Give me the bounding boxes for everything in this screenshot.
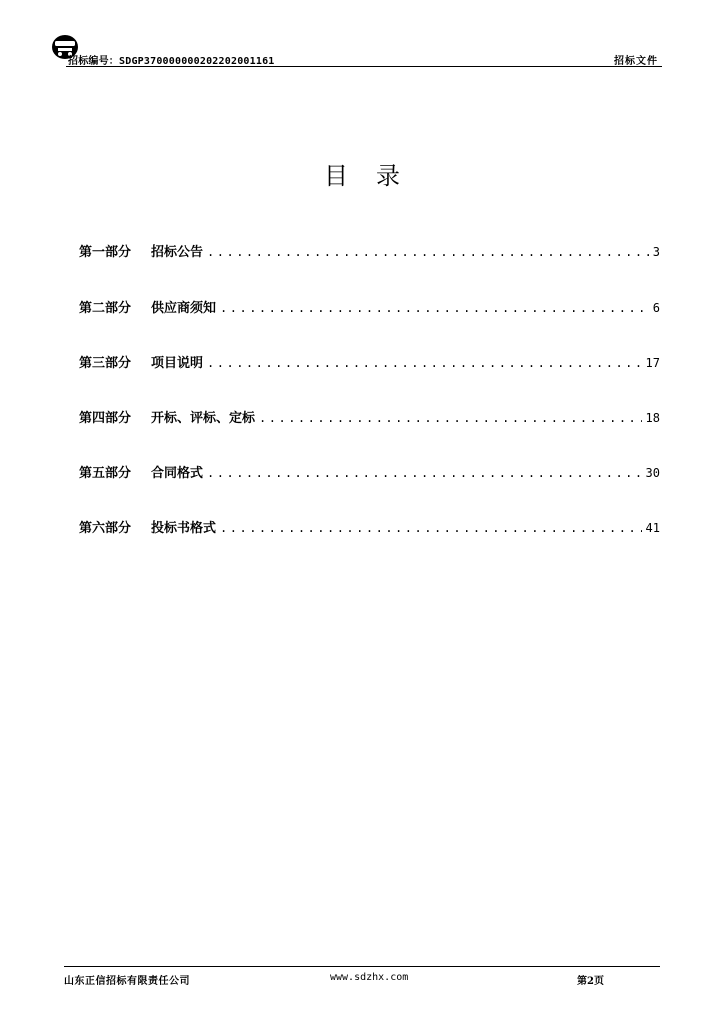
- toc-leader-dots: [207, 245, 649, 259]
- toc-entry[interactable]: [79, 352, 660, 372]
- toc-page-number: 30: [645, 466, 660, 480]
- company-website[interactable]: www.sdzhx.com: [330, 972, 409, 983]
- toc-title: 投标书格式: [151, 521, 217, 536]
- toc-part: 第二部分: [79, 301, 132, 316]
- page-header: [50, 30, 662, 68]
- toc-part: 第六部分: [79, 521, 132, 536]
- page-title: 目录: [324, 162, 428, 190]
- toc-entry[interactable]: [79, 407, 660, 427]
- toc-title: 供应商须知: [151, 301, 217, 316]
- toc-part: 第一部分: [79, 245, 132, 260]
- toc-title: 合同格式: [151, 466, 204, 481]
- toc-title: 项目说明: [151, 356, 204, 371]
- toc-page-number: 3: [652, 245, 660, 259]
- toc-part: 第四部分: [79, 411, 132, 426]
- toc-leader-dots: [220, 301, 649, 315]
- toc-leader-dots: [259, 411, 642, 425]
- toc-part: 第三部分: [79, 356, 132, 371]
- header-divider: [66, 66, 662, 67]
- toc-leader-dots: [207, 466, 642, 480]
- toc-page-number: 17: [645, 356, 660, 370]
- tender-number: 招标编号：SDGP370000000202202001161: [68, 56, 275, 67]
- company-name: 山东正信招标有限责任公司: [64, 976, 190, 987]
- toc-part: 第五部分: [79, 466, 132, 481]
- toc-entry[interactable]: [79, 297, 660, 317]
- footer-divider: [64, 966, 660, 967]
- toc-page-number: 18: [645, 411, 660, 425]
- page-number: 第2页: [577, 976, 604, 987]
- toc-title: 招标公告: [151, 245, 204, 260]
- page-footer: [64, 966, 660, 990]
- toc-leader-dots: [207, 356, 642, 370]
- document-type: 招标文件: [614, 56, 658, 67]
- toc-entry[interactable]: [79, 517, 660, 537]
- toc-page-number: 41: [645, 521, 660, 535]
- toc-title: 开标、评标、定标: [151, 411, 256, 426]
- toc-entry[interactable]: [79, 462, 660, 482]
- toc-leader-dots: [220, 521, 642, 535]
- toc-page-number: 6: [652, 301, 660, 315]
- toc-entry[interactable]: [79, 241, 660, 261]
